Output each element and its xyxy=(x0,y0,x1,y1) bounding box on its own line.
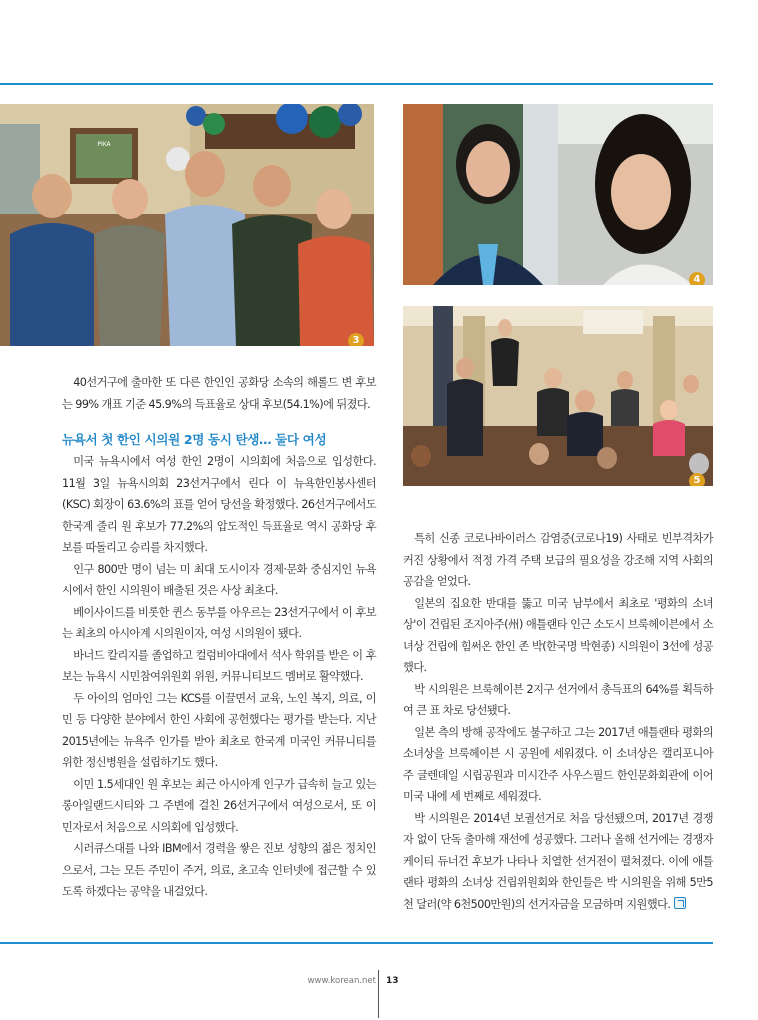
photo-portraits xyxy=(403,104,713,285)
photo-council xyxy=(403,306,713,486)
bottom-rule xyxy=(0,942,713,944)
photo-number-badge: 4 xyxy=(689,272,705,285)
photo-number-badge: 5 xyxy=(689,473,705,486)
body-paragraph: 이민 1.5세대인 원 후보는 최근 아시아계 인구가 급속히 늘고 있는 롱아일랜드시티와 그 주변에 걸친 26선거구에서 여성으로서, 또 이민자로서 처음으로 시의회에 입성했다. xyxy=(62,777,376,834)
body-paragraph: 미국 뉴욕시에서 여성 한인 2명이 시의회에 처음으로 입성한다. 11월 3일 뉴욕시의회 23선거구에서 린다 이 뉴욕한인봉사센터(KSC) 회장이 63.6%의 표를 얻어 당선을 확정했다. 26선거구에서도 한국계 줄리 원 후보가 77.2%의 압도적인 득표율로 역시 공화당 후보를 따돌리고 승리를 차지했다. xyxy=(62,455,376,554)
body-paragraph: 두 아이의 엄마인 그는 KCS를 이끌면서 교육, 노인 복지, 의료, 이민 등 다양한 분야에서 한인 사회에 공헌했다는 평가를 받는다. 지난 2015년에는 뉴욕주 인가를 받아 최초로 한국계 미국인 커뮤니티를 위한 정신병원을 설립하기도 했다. xyxy=(62,691,376,769)
body-paragraph: 베이사이드를 비롯한 퀸스 동부를 아우르는 23선거구에서 이 후보는 최초의 아시아계 시의원이자, 여성 시의원이 됐다. xyxy=(62,605,376,640)
body-paragraph: 특히 신종 코로나바이러스 감염증(코로나19) 사태로 빈부격차가 커진 상황에서 적정 가격 주택 보급의 필요성을 강조해 지역 사회의 공감을 얻었다. xyxy=(403,532,713,588)
photo-banner-text: PIKA xyxy=(97,141,111,148)
photo-supporters xyxy=(0,104,374,346)
intro-paragraph: 40선거구에 출마한 또 다른 한인인 공화당 소속의 해롤드 변 후보는 99% 개표 기준 45.9%의 득표율로 상대 후보(54.1%)에 뒤졌다. xyxy=(62,376,376,411)
footer-divider xyxy=(378,970,379,1018)
page-number: 13 xyxy=(386,976,399,986)
body-paragraph: 인구 800만 명이 넘는 미 최대 도시이자 경제·문화 중심지인 뉴욕시에서 한인 시의원이 배출된 것은 사상 최초다. xyxy=(62,562,376,597)
article-end-icon xyxy=(674,897,686,909)
body-paragraph: 일본 측의 방해 공작에도 불구하고 그는 2017년 애틀랜타 평화의 소녀상을 브룩헤이븐 시 공원에 세워졌다. 이 소녀상은 캘리포니아주 글렌데일 시립공원과 미시간주 사우스필드 한인문화회관에 이어 미국 내에 세 번째로 세워졌다. xyxy=(403,725,713,803)
top-rule xyxy=(0,83,713,85)
body-paragraph: 시러큐스대를 나와 IBM에서 경력을 쌓은 진보 성향의 젊은 정치인으로서, 그는 모든 주민이 주거, 의료, 초고속 인터넷에 접근할 수 있도록 하겠다는 공약을 내걸었다. xyxy=(62,842,376,898)
footer-url: www.korean.net xyxy=(307,976,376,986)
photo-number-badge: 3 xyxy=(348,333,364,346)
body-paragraph: 바너드 칼리지를 졸업하고 컬럼비아대에서 석사 학위를 받은 이 후보는 뉴욕시 시민참여위원회 위원, 커뮤니티보드 멤버로 활약했다. xyxy=(62,648,376,683)
last-paragraph-text: 박 시의원은 2014년 보궐선거로 처음 당선됐으며, 2017년 경쟁자 없이 단독 출마해 재선에 성공했다. 그러나 올해 선거에는 경쟁자 케이티 듀너건 후보가 나타나 치열한 선거전이 펼쳐졌다. 이에 애틀랜타 평화의 소녀상 건립위원회와 한인들은 박 시의원을 위해 5만5천 달러(약 6천500만원)의 선거자금을 모금하며 지원했다. xyxy=(403,811,713,911)
article-right-column xyxy=(403,528,713,915)
section-headline: 뉴욕서 첫 한인 시의원 2명 동시 탄생… 둘다 여성 xyxy=(62,432,327,447)
body-paragraph: 박 시의원은 브룩헤이븐 2지구 선거에서 총득표의 64%를 획득하여 큰 표 차로 당선됐다. xyxy=(403,682,713,717)
body-paragraph: 일본의 집요한 반대를 뚫고 미국 남부에서 최초로 '평화의 소녀상'이 건립된 조지아주(州) 애틀랜타 인근 소도시 브룩헤이븐에서 소녀상 건립에 힘써온 한인 존 박(한국명 박현종) 시의원이 3선에 성공했다. xyxy=(403,596,713,674)
article-left-column xyxy=(62,372,376,903)
body-paragraph-last xyxy=(403,808,713,916)
